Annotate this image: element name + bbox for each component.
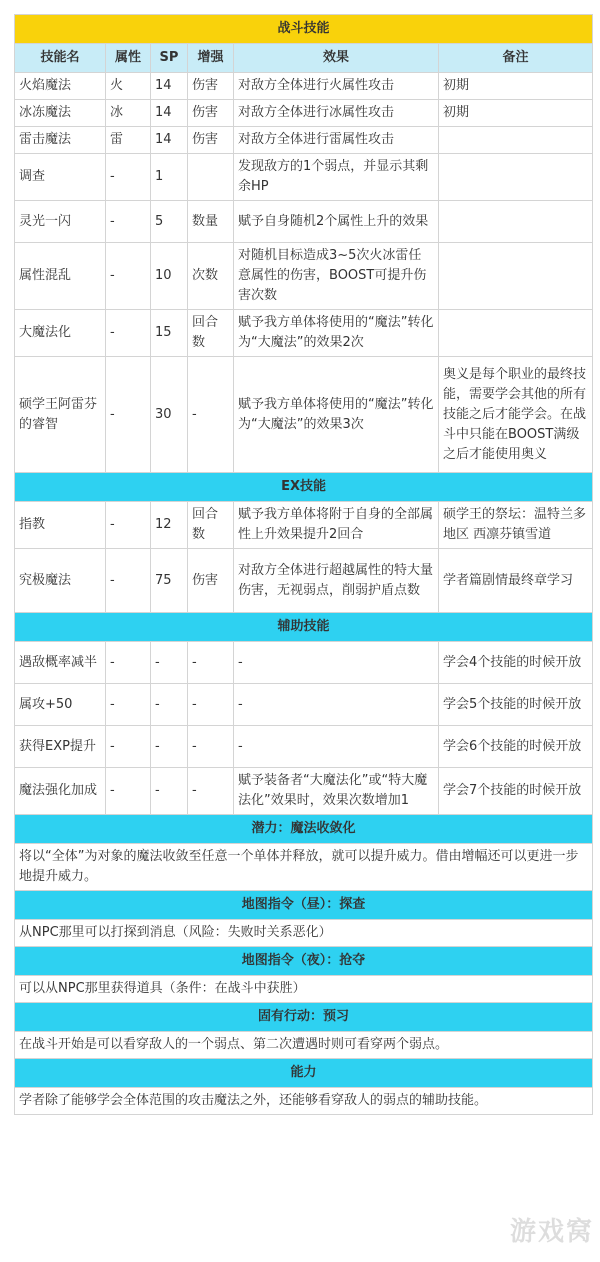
info-section-text: 学者除了能够学会全体范围的攻击魔法之外，还能够看穿敌人的弱点的辅助技能。 xyxy=(15,1088,593,1115)
support-section-row xyxy=(15,613,593,642)
cell-attr: - xyxy=(106,642,151,684)
info-section-title-row xyxy=(15,1003,593,1032)
cell-effect: 赋予我方单体将使用的“魔法”转化为“大魔法”的效果3次 xyxy=(234,357,439,473)
cell-sp: 12 xyxy=(151,502,188,549)
cell-sp: 10 xyxy=(151,243,188,310)
cell-boost: 伤害 xyxy=(188,127,234,154)
cell-attr: 火 xyxy=(106,73,151,100)
cell-effect: - xyxy=(234,726,439,768)
cell-note xyxy=(439,201,593,243)
cell-name: 硕学王阿雷芬的睿智 xyxy=(15,357,106,473)
cell-attr: - xyxy=(106,243,151,310)
info-section-title: 地图指令（夜）：抢夺 xyxy=(15,947,593,976)
cell-effect: 对随机目标造成3~5次火冰雷任意属性的伤害，BOOST可提升伤害次数 xyxy=(234,243,439,310)
cell-name: 雷击魔法 xyxy=(15,127,106,154)
info-section-text: 将以“全体”为对象的魔法收敛至任意一个单体并释放，就可以提升威力。借由增幅还可以更进一步地提升威力。 xyxy=(15,844,593,891)
cell-attr: - xyxy=(106,310,151,357)
info-section-text-row xyxy=(15,1088,593,1115)
ex-section-title: EX技能 xyxy=(15,473,593,502)
cell-attr: - xyxy=(106,502,151,549)
cell-boost: 数量 xyxy=(188,201,234,243)
cell-note: 学会4个技能的时候开放 xyxy=(439,642,593,684)
cell-attr: - xyxy=(106,726,151,768)
info-section-text-row xyxy=(15,1032,593,1059)
cell-sp: 75 xyxy=(151,549,188,613)
cell-effect: - xyxy=(234,684,439,726)
table-row xyxy=(15,357,593,473)
cell-name: 大魔法化 xyxy=(15,310,106,357)
header-note: 备注 xyxy=(439,44,593,73)
cell-sp: 1 xyxy=(151,154,188,201)
cell-effect: 赋予我方单体将附于自身的全部属性上升效果提升2回合 xyxy=(234,502,439,549)
cell-sp: 30 xyxy=(151,357,188,473)
table-row xyxy=(15,201,593,243)
cell-sp: 14 xyxy=(151,73,188,100)
table-title: 战斗技能 xyxy=(15,15,593,44)
cell-note: 初期 xyxy=(439,100,593,127)
info-section-title: 地图指令（昼）：探查 xyxy=(15,891,593,920)
cell-note xyxy=(439,243,593,310)
info-section-text: 在战斗开始是可以看穿敌人的一个弱点、第二次遭遇时则可看穿两个弱点。 xyxy=(15,1032,593,1059)
cell-boost: - xyxy=(188,768,234,815)
info-section-text-row xyxy=(15,976,593,1003)
cell-note: 奥义是每个职业的最终技能，需要学会其他的所有技能之后才能学会。在战斗中只能在BOOST满级之后才能使用奥义 xyxy=(439,357,593,473)
cell-effect: 对敌方全体进行超越属性的特大量伤害，无视弱点，削弱护盾点数 xyxy=(234,549,439,613)
header-row xyxy=(15,44,593,73)
ex-section-row xyxy=(15,473,593,502)
header-sp: SP xyxy=(151,44,188,73)
table-title-row xyxy=(15,15,593,44)
table-row xyxy=(15,684,593,726)
cell-name: 属性混乱 xyxy=(15,243,106,310)
cell-boost: 回合数 xyxy=(188,310,234,357)
support-section-title: 辅助技能 xyxy=(15,613,593,642)
cell-attr: - xyxy=(106,154,151,201)
cell-sp: - xyxy=(151,684,188,726)
info-section-title-row xyxy=(15,947,593,976)
skills-table xyxy=(14,14,593,1115)
info-section-title-row xyxy=(15,815,593,844)
table-row xyxy=(15,642,593,684)
cell-name: 魔法强化加成 xyxy=(15,768,106,815)
table-row xyxy=(15,502,593,549)
cell-boost: 伤害 xyxy=(188,549,234,613)
cell-sp: 5 xyxy=(151,201,188,243)
header-effect: 效果 xyxy=(234,44,439,73)
cell-note: 学者篇剧情最终章学习 xyxy=(439,549,593,613)
table-row xyxy=(15,154,593,201)
cell-name: 遇敌概率减半 xyxy=(15,642,106,684)
cell-attr: 冰 xyxy=(106,100,151,127)
cell-sp: 15 xyxy=(151,310,188,357)
cell-name: 究极魔法 xyxy=(15,549,106,613)
cell-attr: - xyxy=(106,684,151,726)
cell-sp: - xyxy=(151,768,188,815)
cell-note xyxy=(439,154,593,201)
cell-name: 灵光一闪 xyxy=(15,201,106,243)
cell-sp: - xyxy=(151,642,188,684)
cell-note xyxy=(439,310,593,357)
table-row xyxy=(15,73,593,100)
cell-effect: 赋予自身随机2个属性上升的效果 xyxy=(234,201,439,243)
cell-name: 调查 xyxy=(15,154,106,201)
info-section-text: 从NPC那里可以打探到消息（风险：失败时关系恶化） xyxy=(15,920,593,947)
header-attr: 属性 xyxy=(106,44,151,73)
cell-note: 硕学王的祭坛：温特兰多地区 西凛芬镇雪道 xyxy=(439,502,593,549)
cell-note: 初期 xyxy=(439,73,593,100)
cell-boost: - xyxy=(188,684,234,726)
cell-boost: - xyxy=(188,357,234,473)
info-section-text-row xyxy=(15,920,593,947)
cell-sp: - xyxy=(151,726,188,768)
cell-boost: - xyxy=(188,642,234,684)
cell-effect: 对敌方全体进行冰属性攻击 xyxy=(234,100,439,127)
cell-attr: 雷 xyxy=(106,127,151,154)
table-row xyxy=(15,549,593,613)
cell-note: 学会7个技能的时候开放 xyxy=(439,768,593,815)
table-row xyxy=(15,243,593,310)
cell-boost: - xyxy=(188,726,234,768)
cell-effect: 对敌方全体进行雷属性攻击 xyxy=(234,127,439,154)
watermark: 游戏窝 xyxy=(509,1217,594,1247)
info-section-title-row xyxy=(15,891,593,920)
cell-note: 学会6个技能的时候开放 xyxy=(439,726,593,768)
info-section-text: 可以从NPC那里获得道具（条件：在战斗中获胜） xyxy=(15,976,593,1003)
cell-sp: 14 xyxy=(151,100,188,127)
table-row xyxy=(15,768,593,815)
cell-effect: 赋予我方单体将使用的“魔法”转化为“大魔法”的效果2次 xyxy=(234,310,439,357)
cell-note xyxy=(439,127,593,154)
cell-boost: 回合数 xyxy=(188,502,234,549)
info-section-text-row xyxy=(15,844,593,891)
cell-attr: - xyxy=(106,549,151,613)
cell-effect: 发现敌方的1个弱点，并显示其剩余HP xyxy=(234,154,439,201)
cell-boost: 伤害 xyxy=(188,73,234,100)
cell-sp: 14 xyxy=(151,127,188,154)
cell-attr: - xyxy=(106,768,151,815)
table-row xyxy=(15,726,593,768)
table-row xyxy=(15,100,593,127)
cell-attr: - xyxy=(106,201,151,243)
cell-attr: - xyxy=(106,357,151,473)
cell-boost xyxy=(188,154,234,201)
table-row xyxy=(15,310,593,357)
cell-note: 学会5个技能的时候开放 xyxy=(439,684,593,726)
cell-effect: 对敌方全体进行火属性攻击 xyxy=(234,73,439,100)
cell-name: 冰冻魔法 xyxy=(15,100,106,127)
info-section-title-row xyxy=(15,1059,593,1088)
info-section-title: 能力 xyxy=(15,1059,593,1088)
table-row xyxy=(15,127,593,154)
cell-name: 获得EXP提升 xyxy=(15,726,106,768)
cell-name: 火焰魔法 xyxy=(15,73,106,100)
cell-effect: 赋予装备者“大魔法化”或“特大魔法化”效果时，效果次数增加1 xyxy=(234,768,439,815)
cell-boost: 次数 xyxy=(188,243,234,310)
info-section-title: 潜力：魔法收敛化 xyxy=(15,815,593,844)
cell-boost: 伤害 xyxy=(188,100,234,127)
cell-name: 属攻+50 xyxy=(15,684,106,726)
header-boost: 增强 xyxy=(188,44,234,73)
cell-effect: - xyxy=(234,642,439,684)
info-section-title: 固有行动：预习 xyxy=(15,1003,593,1032)
cell-name: 指教 xyxy=(15,502,106,549)
header-name: 技能名 xyxy=(15,44,106,73)
